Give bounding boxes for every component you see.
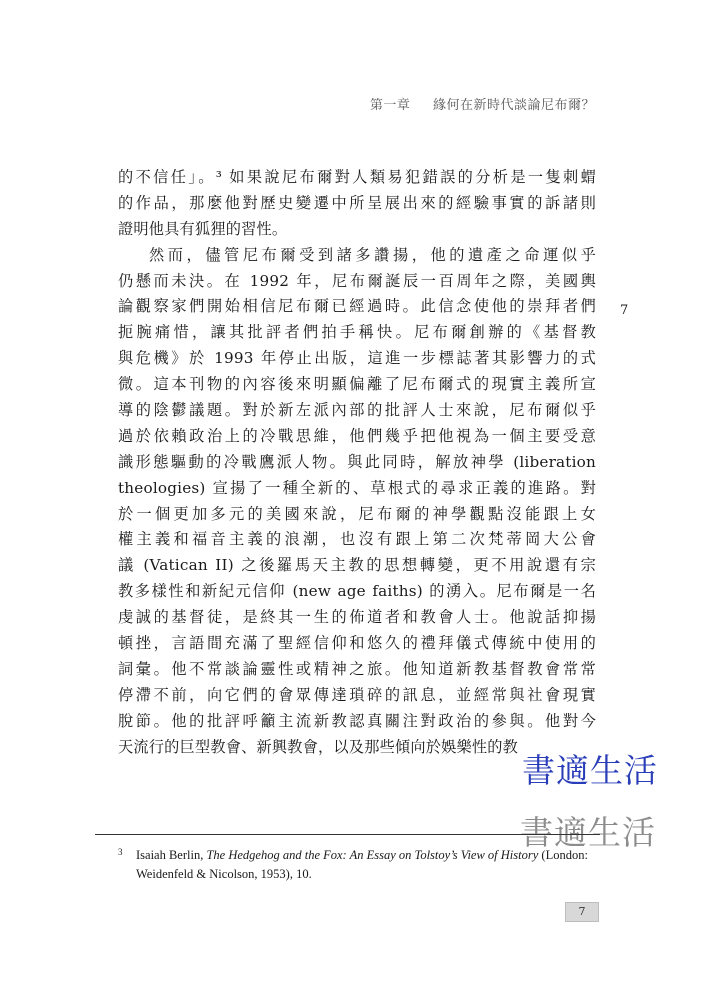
text-line: 證明他具有狐狸的習性。	[118, 219, 288, 238]
text-line: 停滯不前，向它們的會眾傳達瑣碎的訊息，並經常與社會現實	[118, 685, 596, 704]
footnote-line-1	[118, 846, 598, 865]
text-line: 的不信任」。³ 如果說尼布爾對人類易犯錯誤的分析是一隻刺蝟	[118, 168, 596, 186]
footnote	[118, 846, 598, 884]
text-line: 扼腕痛惜，讓其批評者們拍手稱快。尼布爾創辦的《基督教	[118, 323, 596, 342]
watermark-blue: 書適生活	[522, 751, 658, 790]
footnote-mark: 3	[118, 847, 123, 857]
text-line: 導的陰鬱議題。對於新左派內部的批評人士來說，尼布爾似乎	[118, 401, 596, 420]
watermark-grey: 書適生活	[520, 813, 656, 852]
text-line: 頓挫，言語間充滿了聖經信仰和悠久的禮拜儀式傳統中使用的	[118, 634, 596, 653]
text-line: 仍懸而未決。在 1992 年，尼布爾誕辰一百周年之際，美國輿	[118, 271, 596, 290]
footnote-author: Isaiah Berlin,	[136, 848, 204, 862]
text-line: 與危機》於 1993 年停止出版，這進一步標誌著其影響力的式	[118, 349, 596, 368]
text-line: 識形態驅動的冷戰鷹派人物。與此同時，解放神學 (liberation	[118, 452, 596, 471]
text-line: 於一個更加多元的美國來說，尼布爾的神學觀點沒能跟上女	[118, 504, 596, 523]
margin-page-number: 7	[620, 303, 629, 318]
text-line: 議 (Vatican II) 之後羅馬天主教的思想轉變，更不用說還有宗	[118, 556, 596, 575]
text-line: 教多樣性和新紀元信仰 (new age faiths) 的湧入。尼布爾是一名	[118, 582, 596, 601]
text-line: 脫節。他的批評呼籲主流新教認真關注對政治的參與。他對今	[118, 711, 596, 730]
text-line: 的作品，那麼他對歷史變遷中所呈展出來的經驗事實的訴諸則	[118, 193, 596, 212]
footnote-tail: (London:	[541, 848, 588, 862]
page-number: 7	[565, 902, 599, 922]
text-line: 權主義和福音主義的浪潮，也沒有跟上第二次梵蒂岡大公會	[118, 530, 596, 549]
chapter-label: 第一章	[369, 98, 411, 113]
footnote-book-title: The Hedgehog and the Fox: An Essay on Tolstoy’s View of History	[206, 848, 539, 862]
text-line: 虔誠的基督徒，是終其一生的佈道者和教會人士。他說話抑揚	[118, 608, 596, 627]
text-line: 然而，儘管尼布爾受到諸多讚揚，他的遺產之命運似乎	[149, 245, 596, 264]
text-line: 過於依賴政治上的冷戰思維，他們幾乎把他視為一個主要受意	[118, 426, 596, 445]
text-line: 微。這本刊物的內容後來明顯偏離了尼布爾式的現實主義所宣	[118, 375, 596, 394]
text-line: 天流行的巨型教會、新興教會，以及那些傾向於娛樂性的教	[118, 737, 519, 756]
footnote-line-2: Weidenfeld & Nicolson, 1953), 10.	[136, 867, 312, 881]
footnote-divider	[95, 834, 600, 835]
chapter-title: 緣何在新時代談論尼布爾？	[432, 98, 595, 113]
running-header	[370, 94, 595, 113]
body-text	[118, 165, 596, 760]
text-line: theologies) 宣揚了一種全新的、草根式的尋求正義的進路。對	[118, 478, 596, 497]
text-line: 論觀察家們開始相信尼布爾已經過時。此信念使他的崇拜者們	[118, 297, 596, 316]
text-line: 詞彙。他不常談論靈性或精神之旅。他知道新教基督教會常常	[118, 659, 596, 678]
